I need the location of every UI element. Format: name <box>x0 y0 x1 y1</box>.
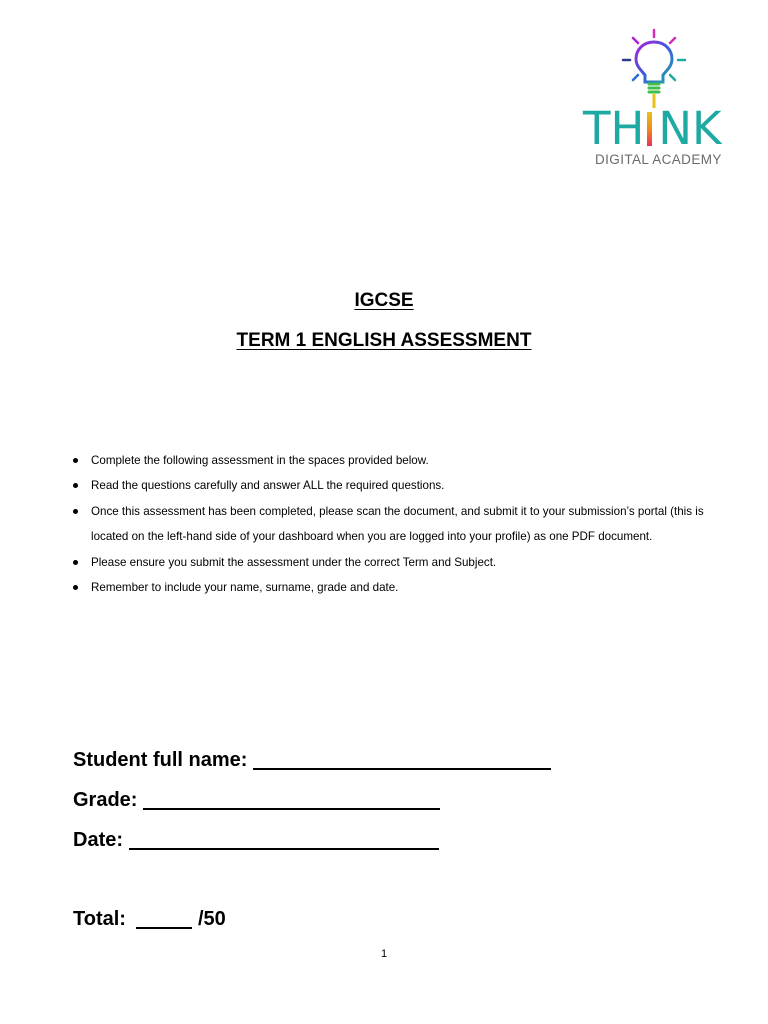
lightbulb-icon <box>618 28 690 108</box>
page-number: 1 <box>380 948 388 960</box>
bullet-icon <box>73 483 78 488</box>
date-blank[interactable] <box>129 847 439 850</box>
instruction-text: Please ensure you submit the assessment under the correct Term and Subject. <box>91 555 497 569</box>
total-label: Total: <box>73 908 126 930</box>
logo-subtitle: DIGITAL ACADEMY <box>595 152 722 167</box>
instruction-text: Read the questions carefully and answer ALL the required questions. <box>91 479 445 493</box>
grade-blank[interactable] <box>143 807 440 810</box>
instruction-text: Complete the following assessment in the spaces provided below. <box>91 454 429 467</box>
logo-word-end: NK <box>658 102 722 155</box>
instruction-item <box>73 448 713 473</box>
date-field <box>73 829 439 852</box>
date-label: Date: <box>73 829 124 851</box>
logo-word-start: TH <box>583 102 645 155</box>
grade-field <box>73 789 440 812</box>
assessment-level-heading: IGCSE <box>354 290 414 311</box>
total-max: /50 <box>197 908 226 930</box>
student-name-field <box>73 749 551 772</box>
instruction-text: Once this assessment has been completed, please scan the document, and submit it to your submission’s portal (this is located on the left-hand side of your dashboard when you are logged into your profile) as one PDF document. <box>91 504 704 544</box>
student-name-blank[interactable] <box>253 767 551 770</box>
instruction-text: Remember to include your name, surname, grade and date. <box>91 581 399 595</box>
logo-wordmark <box>583 102 722 155</box>
total-field <box>73 908 226 931</box>
bullet-icon <box>73 585 78 590</box>
bullet-icon <box>73 509 78 514</box>
total-blank[interactable] <box>136 926 192 929</box>
assessment-title-heading: TERM 1 ENGLISH ASSESSMENT <box>236 330 532 351</box>
think-digital-academy-logo <box>580 28 750 173</box>
instruction-item <box>73 499 713 550</box>
bullet-icon <box>73 458 78 463</box>
instruction-item <box>73 473 713 498</box>
instruction-item <box>73 575 713 600</box>
bullet-icon <box>73 560 78 565</box>
instruction-item <box>73 550 713 575</box>
grade-label: Grade: <box>73 789 138 811</box>
student-name-label: Student full name: <box>73 749 248 771</box>
instructions-list <box>73 448 713 600</box>
